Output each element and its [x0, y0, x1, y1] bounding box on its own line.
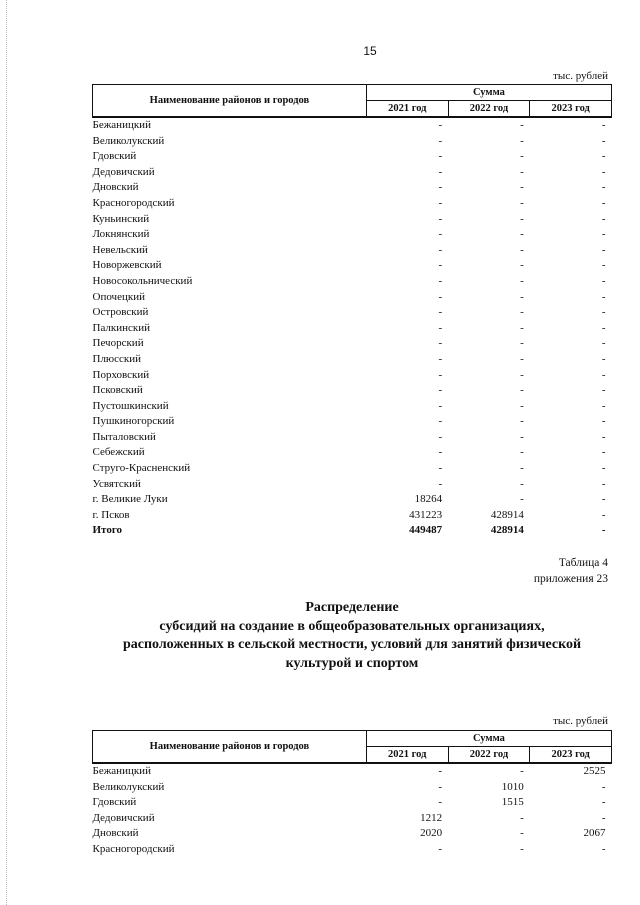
row-value-2021: 1212 — [420, 811, 443, 824]
row-value-2021: - — [438, 306, 443, 319]
row-value-2021: - — [438, 462, 443, 475]
table-row — [93, 399, 612, 415]
row-value-2023: - — [601, 493, 606, 506]
row-value-2022: - — [520, 765, 524, 777]
row-value-2021: - — [438, 259, 443, 272]
row-value-2021: - — [438, 477, 443, 490]
row-name: Опочецкий — [92, 290, 145, 303]
row-name: Дновский — [92, 181, 139, 194]
row-name: Порховский — [92, 368, 150, 381]
table-row — [93, 212, 612, 228]
row-value-2021: - — [438, 430, 443, 443]
row-value-2021: - — [438, 274, 443, 287]
row-name: Островский — [92, 306, 149, 319]
table1-header-sum: Сумма — [366, 85, 611, 101]
row-value-2023: - — [601, 462, 606, 475]
row-value-2022: - — [520, 274, 524, 287]
row-name: Печорский — [92, 337, 144, 350]
row-value-2023: - — [601, 274, 606, 287]
table-row — [93, 780, 612, 796]
row-name: Невельский — [92, 243, 148, 256]
row-value-2023: - — [601, 430, 606, 443]
row-value-2023: - — [601, 290, 606, 303]
table2-body — [93, 763, 612, 858]
row-name: Бежаницкий — [92, 119, 151, 131]
row-value-2022: 1010 — [501, 780, 524, 793]
row-value-2023: - — [601, 842, 606, 855]
table-row — [93, 117, 612, 134]
table1-header-2023: 2023 год — [530, 101, 612, 118]
table-row — [93, 290, 612, 306]
row-value-2021: - — [438, 228, 443, 241]
row-value-2023: - — [601, 337, 606, 350]
row-value-2023: - — [601, 811, 606, 824]
row-name: Пустошкинский — [92, 399, 169, 412]
row-value-2023: - — [601, 477, 606, 490]
row-value-2022: - — [520, 462, 524, 475]
table-row — [93, 795, 612, 811]
table1 — [92, 84, 612, 539]
row-name: Усвятский — [92, 477, 141, 490]
row-value-2022: - — [520, 446, 524, 459]
row-value-2022: - — [520, 165, 524, 178]
table-row — [93, 352, 612, 368]
row-value-2023: - — [601, 508, 606, 521]
row-value-2023: - — [601, 212, 606, 225]
row-value-2021: - — [438, 796, 443, 809]
table-row — [93, 180, 612, 196]
page-number: 15 — [363, 44, 377, 58]
row-value-2022: - — [520, 321, 524, 334]
row-name: Гдовский — [92, 796, 137, 809]
table1-header-name: Наименование районов и городов — [93, 85, 367, 118]
row-value-2022: - — [520, 259, 524, 272]
row-name: Палкинский — [92, 321, 151, 334]
table-row — [93, 826, 612, 842]
row-value-2021: - — [438, 290, 443, 303]
row-value-2021: - — [438, 384, 443, 397]
row-value-2021: - — [438, 150, 443, 163]
row-value-2022: - — [520, 119, 524, 131]
row-value-2022: - — [520, 430, 524, 443]
row-value-2021: - — [438, 368, 443, 381]
row-name: г. Псков — [92, 508, 130, 521]
row-value-2023: - — [601, 119, 606, 131]
table1-units: тыс. рублей — [553, 70, 608, 82]
row-name: Пушкиногорский — [92, 415, 175, 428]
row-value-2021: - — [438, 337, 443, 350]
caption-table-number: Таблица 4 — [558, 557, 608, 569]
row-value-2021: - — [438, 842, 443, 855]
table-row — [93, 368, 612, 384]
row-value-2021: 2020 — [420, 827, 443, 840]
row-name: Бежаницкий — [92, 765, 151, 777]
row-value-2023: - — [601, 780, 606, 793]
row-value-2022: - — [520, 290, 524, 303]
row-name: Великолукский — [92, 134, 165, 147]
row-value-2021: - — [438, 134, 443, 147]
row-value-2022: - — [520, 415, 524, 428]
table-row — [93, 414, 612, 430]
row-value-2021: - — [438, 119, 443, 131]
row-value-2021: - — [438, 321, 443, 334]
table-row — [93, 243, 612, 259]
table1-header-2022: 2022 год — [448, 101, 530, 118]
row-value-2022: - — [520, 842, 524, 855]
row-name: г. Великие Луки — [92, 493, 168, 506]
row-value-2023: - — [601, 321, 606, 334]
row-value-2022: - — [520, 337, 524, 350]
scan-margin-line — [6, 0, 8, 905]
row-value-2021: - — [438, 765, 443, 777]
row-value-2021: - — [438, 212, 443, 225]
row-value-2023: - — [601, 306, 606, 319]
row-value-2023: - — [601, 134, 606, 147]
row-value-2022: - — [520, 196, 524, 209]
row-value-2023: - — [601, 228, 606, 241]
table-row — [93, 477, 612, 493]
table2-units: тыс. рублей — [553, 715, 608, 727]
row-name: Куньинский — [92, 212, 150, 225]
table-total-row — [93, 523, 612, 539]
row-name: Плюсский — [92, 352, 142, 365]
table2-header-name: Наименование районов и городов — [93, 731, 367, 764]
row-value-2023: - — [601, 259, 606, 272]
row-value-2021: - — [438, 181, 443, 194]
table-row — [93, 763, 612, 780]
table2-header-sum: Сумма — [366, 731, 611, 747]
row-value-2022: - — [520, 477, 524, 490]
row-value-2023: - — [601, 446, 606, 459]
row-name: Гдовский — [92, 150, 137, 163]
caption-appendix: приложения 23 — [533, 573, 608, 585]
table-row — [93, 134, 612, 150]
table-row — [93, 321, 612, 337]
table-caption — [534, 555, 608, 587]
table-row — [93, 149, 612, 165]
row-value-2022: - — [520, 243, 524, 256]
title-line-4: культурой и спортом — [285, 655, 419, 671]
table-row — [93, 430, 612, 446]
table-row — [93, 305, 612, 321]
table2 — [92, 730, 612, 858]
row-value-2023: - — [601, 150, 606, 163]
row-value-2021: 449487 — [409, 524, 443, 537]
row-value-2021: - — [438, 352, 443, 365]
row-value-2021: 431223 — [409, 508, 443, 521]
row-value-2021: - — [438, 446, 443, 459]
table-row — [93, 274, 612, 290]
row-value-2021: - — [438, 165, 443, 178]
row-name: Великолукский — [92, 780, 165, 793]
row-value-2022: - — [520, 306, 524, 319]
row-value-2022: - — [520, 368, 524, 381]
row-name: Пыталовский — [92, 430, 156, 443]
row-value-2022: - — [520, 352, 524, 365]
row-name: Красногородский — [92, 842, 175, 855]
row-name: Итого — [92, 524, 123, 537]
row-value-2022: - — [520, 150, 524, 163]
row-name: Дновский — [92, 827, 139, 840]
table-row — [93, 492, 612, 508]
table-row — [93, 445, 612, 461]
row-value-2022: - — [520, 134, 524, 147]
row-value-2022: 428914 — [490, 524, 524, 537]
table1-header-2021: 2021 год — [366, 101, 448, 118]
row-value-2023: - — [601, 352, 606, 365]
row-value-2021: - — [438, 196, 443, 209]
row-value-2021: - — [438, 243, 443, 256]
table-row — [93, 336, 612, 352]
row-value-2023: - — [601, 384, 606, 397]
row-name: Себежский — [92, 446, 145, 459]
row-value-2022: - — [520, 811, 524, 824]
section-title — [92, 599, 612, 673]
title-line-1: Распределение — [305, 600, 399, 615]
table-row — [93, 196, 612, 212]
row-value-2023: - — [601, 415, 606, 428]
table2-header-2023: 2023 год — [530, 747, 612, 764]
row-value-2021: - — [438, 399, 443, 412]
table-row — [93, 383, 612, 399]
row-value-2022: - — [520, 827, 524, 840]
row-name: Дедовичский — [92, 165, 155, 178]
row-value-2023: - — [601, 524, 606, 537]
row-value-2023: - — [601, 243, 606, 256]
row-value-2023: - — [601, 196, 606, 209]
row-value-2023: - — [601, 165, 606, 178]
row-value-2023: 2525 — [583, 765, 606, 777]
row-value-2022: - — [520, 212, 524, 225]
row-value-2023: - — [601, 796, 606, 809]
table-row — [93, 842, 612, 858]
row-name: Красногородский — [92, 196, 175, 209]
row-value-2022: - — [520, 181, 524, 194]
title-line-3: расположенных в сельской местности, условий для занятий физической — [122, 637, 582, 652]
row-name: Струго-Красненский — [92, 462, 191, 475]
table2-header-2022: 2022 год — [448, 747, 530, 764]
title-line-2: субсидий на создание в общеобразовательных организациях, — [159, 618, 545, 634]
row-name: Псковский — [92, 384, 143, 397]
row-name: Дедовичский — [92, 811, 155, 824]
table-row — [93, 258, 612, 274]
row-value-2022: - — [520, 228, 524, 241]
row-value-2021: 18264 — [414, 493, 443, 506]
row-value-2023: - — [601, 181, 606, 194]
row-value-2021: - — [438, 415, 443, 428]
row-value-2022: - — [520, 493, 524, 506]
row-name: Новоржевский — [92, 259, 162, 272]
row-name: Локнянский — [92, 228, 150, 241]
row-value-2023: 2067 — [583, 827, 606, 840]
table-row — [93, 165, 612, 181]
row-value-2022: - — [520, 384, 524, 397]
table2-header-2021: 2021 год — [366, 747, 448, 764]
row-value-2023: - — [601, 368, 606, 381]
row-name: Новосокольнический — [92, 274, 193, 287]
row-value-2022: 428914 — [490, 508, 524, 521]
row-value-2021: - — [438, 780, 443, 793]
table-row — [93, 461, 612, 477]
table-row — [93, 227, 612, 243]
row-value-2022: - — [520, 399, 524, 412]
row-value-2023: - — [601, 399, 606, 412]
table-row — [93, 811, 612, 827]
row-value-2022: 1515 — [501, 796, 524, 809]
table-row — [93, 508, 612, 524]
table1-body — [93, 117, 612, 539]
